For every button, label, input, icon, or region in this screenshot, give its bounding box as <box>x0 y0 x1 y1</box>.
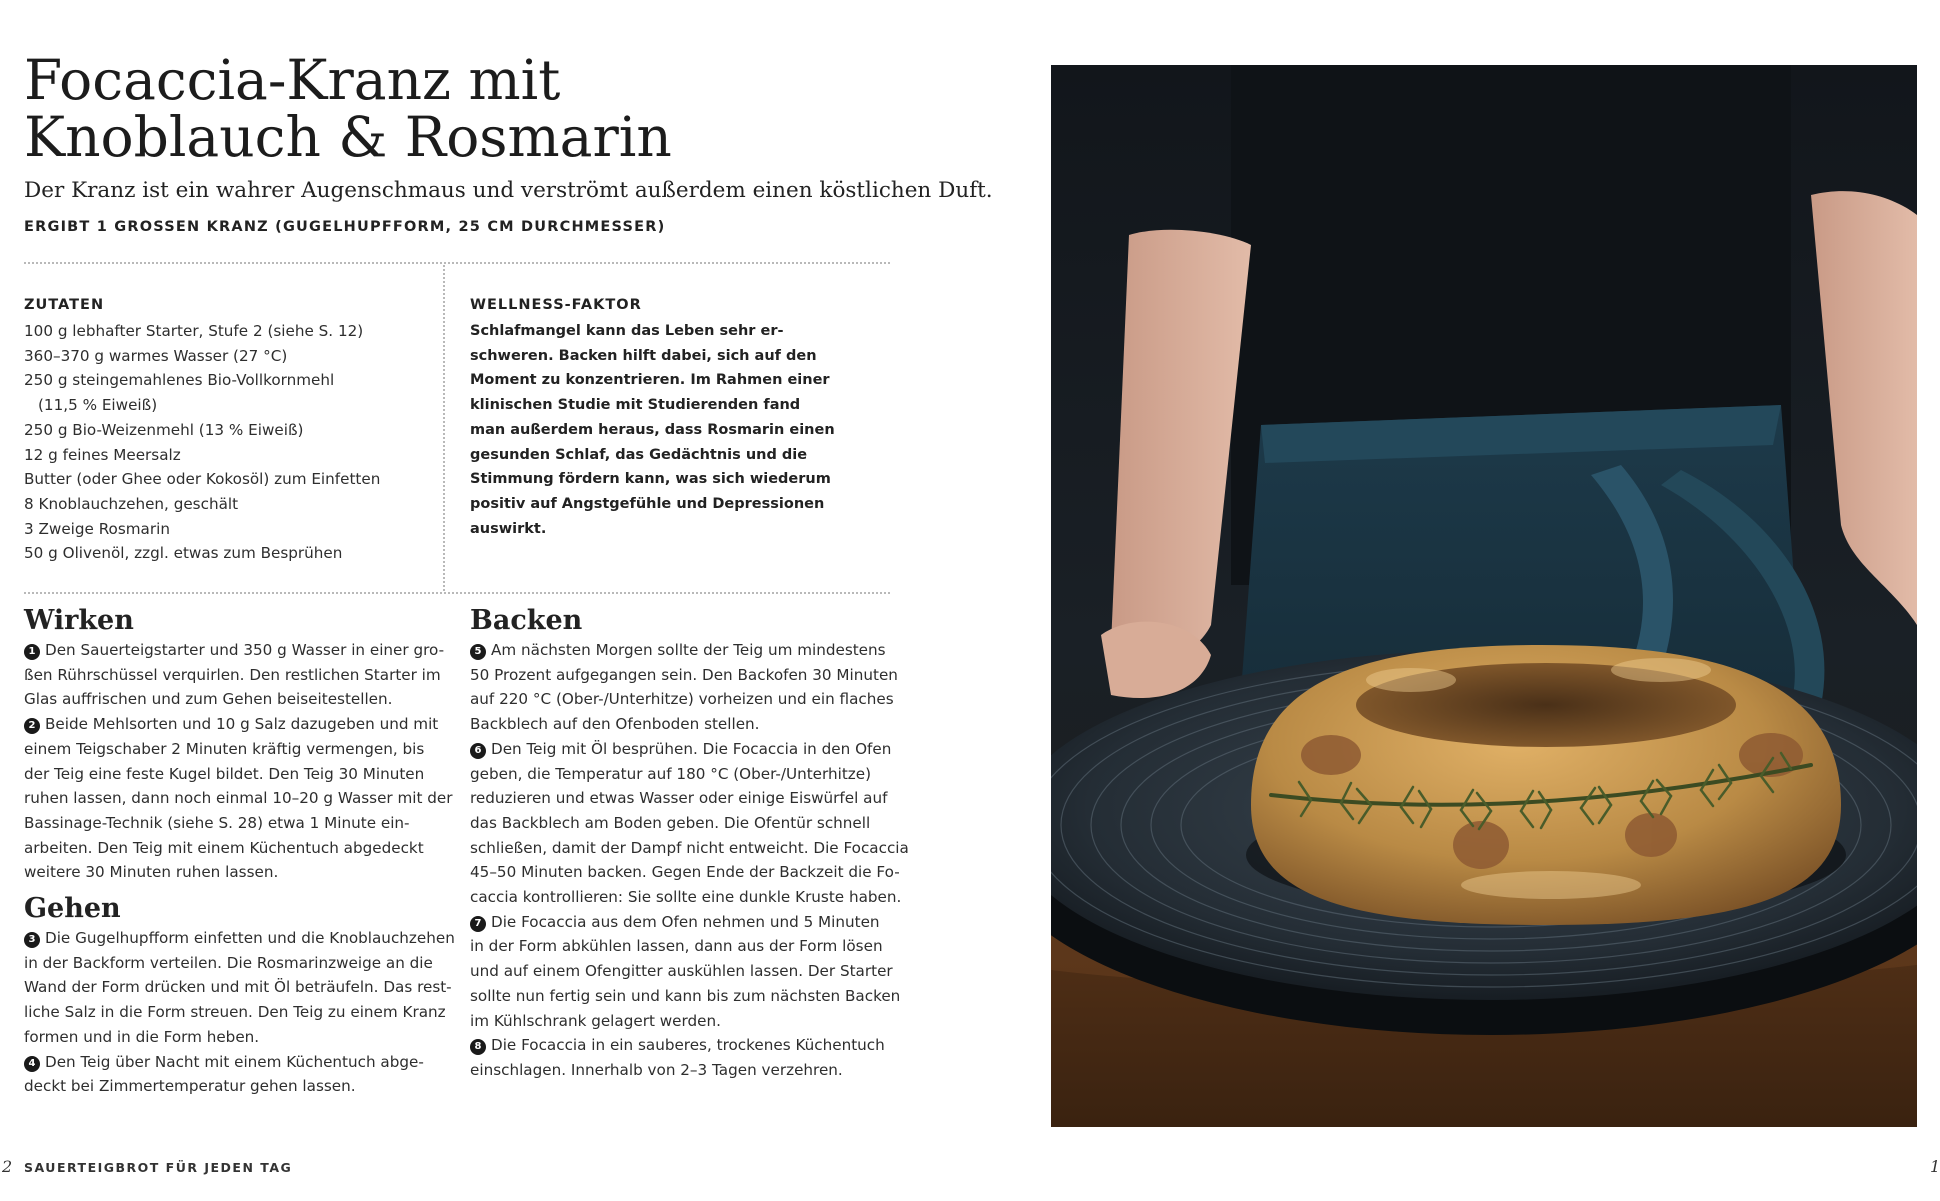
step-2-line: weitere 30 Minuten ruhen lassen. <box>24 863 279 882</box>
step-2-line: ruhen lassen, dann noch einmal 10–20 g Wasser mit der <box>24 789 453 808</box>
step-number-badge: 7 <box>470 916 486 932</box>
step-text: Den Teig mit Öl besprühen. Die Focaccia in den Ofen <box>491 739 892 758</box>
wellness-line: Moment zu konzentrieren. Im Rahmen einer <box>470 372 830 389</box>
backen-steps <box>470 638 909 1083</box>
step-6-line: das Backblech am Boden geben. Die Ofentür schnell <box>470 813 871 832</box>
step-text: Die Focaccia in ein sauberes, trockenes Küchentuch <box>491 1036 885 1055</box>
wellness-label: WELLNESS-FAKTOR <box>470 297 642 313</box>
wellness-text <box>470 319 902 541</box>
step-number-badge: 2 <box>24 718 40 734</box>
ingredient-item: 250 g steingemahlenes Bio-Vollkornmehl <box>24 371 335 390</box>
step-number-badge: 8 <box>470 1039 486 1055</box>
step-6-line: 45–50 Minuten backen. Gegen Ende der Backzeit die Fo- <box>470 863 900 882</box>
step-text: Den Teig über Nacht mit einem Küchentuch abge- <box>45 1052 424 1071</box>
ingredient-item: 3 Zweige Rosmarin <box>24 519 170 538</box>
step-1-line <box>24 638 456 663</box>
section-heading-gehen: Gehen <box>24 893 121 925</box>
step-3-line: liche Salz in die Form streuen. Den Teig zu einem Kranz <box>24 1003 446 1022</box>
step-6-line: caccia kontrollieren: Sie sollte eine dunkle Kruste haben. <box>470 888 902 907</box>
step-5-line <box>470 638 902 663</box>
step-7-line: sollte nun fertig sein und kann bis zum nächsten Backen <box>470 986 901 1005</box>
step-text: Die Gugelhupfform einfetten und die Knoblauchzehen <box>45 929 455 948</box>
wellness-section <box>470 295 902 541</box>
recipe-subtitle: Der Kranz ist ein wahrer Augenschmaus und verströmt außerdem einen köstlichen Duft. <box>24 178 993 203</box>
ingredient-item: 360–370 g warmes Wasser (27 °C) <box>24 346 288 365</box>
step-3-line: formen und in die Form heben. <box>24 1027 260 1046</box>
step-5-line: 50 Prozent aufgegangen sein. Den Backofen 30 Minuten <box>470 665 898 684</box>
recipe-title-line-1: Focaccia-Kranz mit <box>24 48 561 112</box>
running-title: SAUERTEIGBROT FÜR JEDEN TAG <box>24 1160 293 1175</box>
step-6-line <box>470 737 902 762</box>
method-left-column <box>24 604 456 1099</box>
step-7-line <box>470 910 902 935</box>
wellness-line: auswirkt. <box>470 520 547 537</box>
step-text: Den Sauerteigstarter und 350 g Wasser in einer gro- <box>45 641 445 659</box>
step-3-line <box>24 926 456 951</box>
ingredients-list <box>24 319 456 566</box>
step-2-line: einem Teigschaber 2 Minuten kräftig vermengen, bis <box>24 739 425 758</box>
recipe-title-line-2: Knoblauch & Rosmarin <box>24 105 672 169</box>
step-number-badge: 3 <box>24 932 40 948</box>
page-number-left: 2 <box>2 1157 13 1176</box>
step-1-line: Glas auffrischen und zum Gehen beiseitestellen. <box>24 690 393 709</box>
step-number-badge: 4 <box>24 1056 40 1072</box>
wirken-steps <box>24 638 456 885</box>
step-1-line: ßen Rührschüssel verquirlen. Den restlichen Starter im <box>24 665 441 684</box>
focaccia-photo <box>1051 65 1917 1127</box>
step-8-line: einschlagen. Innerhalb von 2–3 Tagen verzehren. <box>470 1060 843 1079</box>
step-6-line: schließen, damit der Dampf nicht entweicht. Die Focaccia <box>470 838 909 857</box>
wellness-line: gesunden Schlaf, das Gedächtnis und die <box>470 446 808 463</box>
step-2-line: arbeiten. Den Teig mit einem Küchentuch abgedeckt <box>24 838 424 857</box>
step-6-line: geben, die Temperatur auf 180 °C (Ober-/Unterhitze) <box>470 764 872 783</box>
ingredient-item: 12 g feines Meersalz <box>24 445 181 464</box>
step-text: Am nächsten Morgen sollte der Teig um mindestens <box>491 641 886 659</box>
focaccia-photo-illustration <box>1051 65 1917 1127</box>
wellness-line: klinischen Studie mit Studierenden fand <box>470 397 801 414</box>
step-8-line <box>470 1033 902 1058</box>
step-3-line: Wand der Form drücken und mit Öl beträufeln. Das rest- <box>24 978 452 997</box>
divider-top <box>24 262 890 264</box>
ingredient-item: Butter (oder Ghee oder Kokosöl) zum Einfetten <box>24 470 381 489</box>
step-3-line: in der Backform verteilen. Die Rosmarinzweige an die <box>24 953 433 972</box>
ingredient-item: 50 g Olivenöl, zzgl. etwas zum Besprühen <box>24 544 343 563</box>
method-right-column <box>470 604 909 1083</box>
ingredients-section <box>24 295 456 566</box>
recipe-title <box>24 48 944 169</box>
step-text: Beide Mehlsorten und 10 g Salz dazugeben und mit <box>45 715 439 734</box>
wellness-line: schweren. Backen hilft dabei, sich auf den <box>470 347 817 364</box>
step-text: Die Focaccia aus dem Ofen nehmen und 5 Minuten <box>491 912 880 931</box>
step-5-line: auf 220 °C (Ober-/Unterhitze) vorheizen und ein flaches <box>470 690 894 709</box>
gehen-steps <box>24 926 456 1099</box>
section-heading-backen: Backen <box>470 605 583 636</box>
step-2-line: der Teig eine feste Kugel bildet. Den Teig 30 Minuten <box>24 764 425 783</box>
step-2-line: Bassinage-Technik (siehe S. 28) etwa 1 Minute ein- <box>24 813 410 832</box>
step-4-line <box>24 1050 456 1075</box>
wellness-line: positiv auf Angstgefühle und Depressionen <box>470 495 825 512</box>
wellness-line: man außerdem heraus, dass Rosmarin einen <box>470 421 835 438</box>
step-7-line: in der Form abkühlen lassen, dann aus der Form lösen <box>470 937 883 956</box>
ingredient-item: 100 g lebhafter Starter, Stufe 2 (siehe S. 12) <box>24 322 364 340</box>
step-number-badge: 1 <box>24 644 40 660</box>
step-5-line: Backblech auf den Ofenboden stellen. <box>470 715 760 734</box>
recipe-yield: ERGIBT 1 GROSSEN KRANZ (GUGELHUPFFORM, 25 CM DURCHMESSER) <box>24 219 666 235</box>
divider-middle <box>24 592 890 594</box>
ingredient-item: 250 g Bio-Weizenmehl (13 % Eiweiß) <box>24 420 304 439</box>
page-number-right: 1 <box>1930 1157 1940 1176</box>
step-number-badge: 6 <box>470 743 486 759</box>
wellness-line: Stimmung fördern kann, was sich wiederum <box>470 471 831 488</box>
step-2-line <box>24 712 456 737</box>
step-7-line: und auf einem Ofengitter auskühlen lassen. Der Starter <box>470 962 893 981</box>
section-heading-wirken: Wirken <box>24 605 134 636</box>
step-4-line: deckt bei Zimmertemperatur gehen lassen. <box>24 1077 356 1096</box>
step-number-badge: 5 <box>470 644 486 660</box>
wellness-line: Schlafmangel kann das Leben sehr er- <box>470 323 784 339</box>
ingredient-item: 8 Knoblauchzehen, geschält <box>24 494 239 513</box>
ingredients-label: ZUTATEN <box>24 297 105 313</box>
step-7-line: im Kühlschrank gelagert werden. <box>470 1011 721 1030</box>
step-6-line: reduzieren und etwas Wasser oder einige Eiswürfel auf <box>470 789 888 808</box>
ingredient-item: (11,5 % Eiweiß) <box>38 396 158 415</box>
